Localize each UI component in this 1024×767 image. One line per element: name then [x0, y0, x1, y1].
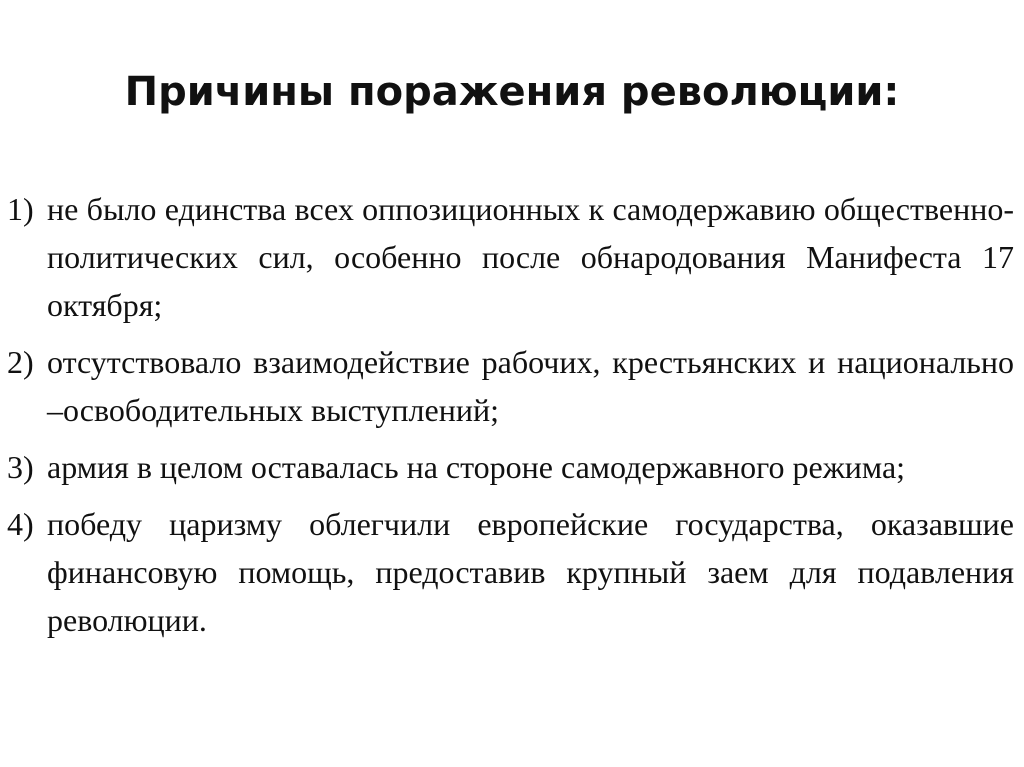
list-item-number: 3)	[7, 449, 34, 485]
list-item-number: 1)	[7, 191, 34, 227]
reasons-list	[0, 185, 1024, 653]
list-item	[0, 500, 1024, 644]
list-item-text: не было единства всех оппозиционных к самодержавию общественно-политических сил, особенно после обнародования Манифеста 17 октября;	[47, 191, 1014, 323]
list-item-text: армия в целом оставалась на стороне самодержавного режима;	[47, 449, 906, 485]
list-item	[0, 338, 1024, 434]
list-item-text: победу царизму облегчили европейские государства, оказавшие финансовую помощь, предоставив крупный заем для подавления революции.	[47, 506, 1014, 638]
list-item-number: 4)	[7, 506, 34, 542]
list-item	[0, 185, 1024, 329]
list-item-text: отсутствовало взаимодействие рабочих, крестьянских и национально –освободительных выступлений;	[47, 344, 1014, 428]
list-item-number: 2)	[7, 344, 34, 380]
list-item	[0, 443, 1024, 491]
slide-title: Причины поражения революции:	[124, 69, 900, 115]
